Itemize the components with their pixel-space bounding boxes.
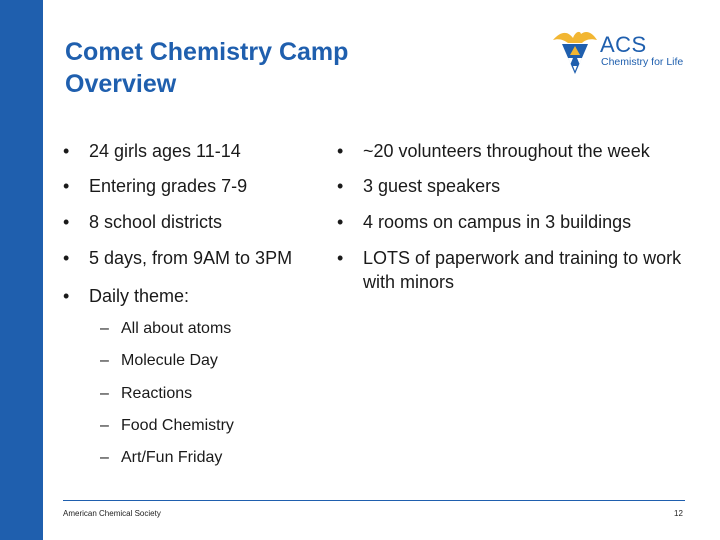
bullet-text: LOTS of paperwork and training to work xyxy=(363,248,682,268)
title-line-1: Comet Chemistry Camp xyxy=(65,38,349,66)
theme-text: Molecule Day xyxy=(121,352,218,369)
bullet-marker: • xyxy=(63,176,70,196)
page-number: 12 xyxy=(674,509,683,518)
logo-acs-text: ACS xyxy=(600,32,647,57)
bullet-text: ~20 volunteers throughout the week xyxy=(363,141,650,161)
bullet-marker: • xyxy=(63,286,70,306)
bullet-text: 3 guest speakers xyxy=(363,176,501,196)
bullet-text: 24 girls ages 11-14 xyxy=(89,141,241,161)
dash-marker: – xyxy=(100,320,109,337)
footer-divider xyxy=(63,500,685,501)
theme-text: Art/Fun Friday xyxy=(121,449,223,466)
theme-text: Food Chemistry xyxy=(121,417,234,434)
bullet-text: 5 days, from 9AM to 3PM xyxy=(89,248,293,268)
bullet-text-continued: with minors xyxy=(363,272,455,292)
bullet-marker: • xyxy=(337,212,344,232)
dash-marker: – xyxy=(100,385,109,402)
bullet-marker: • xyxy=(63,141,70,161)
bullet-marker: • xyxy=(337,248,344,268)
side-accent-bar xyxy=(0,0,43,540)
theme-text: Reactions xyxy=(121,385,193,402)
bullet-marker: • xyxy=(337,176,344,196)
theme-text: All about atoms xyxy=(121,320,232,337)
bullet-text: Entering grades 7-9 xyxy=(89,176,248,196)
footer-organization: American Chemical Society xyxy=(63,509,161,518)
acs-logo xyxy=(552,28,692,80)
bullet-marker: • xyxy=(63,212,70,232)
dash-marker: – xyxy=(100,352,109,369)
acs-eagle-shield-icon xyxy=(552,28,598,80)
bullet-marker: • xyxy=(337,141,344,161)
bullet-text: 4 rooms on campus in 3 buildings xyxy=(363,212,632,232)
bullet-text: 8 school districts xyxy=(89,212,223,232)
bullet-marker: • xyxy=(63,248,70,268)
slide-title xyxy=(65,36,348,100)
dash-marker: – xyxy=(100,417,109,434)
title-line-2: Overview xyxy=(65,70,177,98)
bullet-text: Daily theme: xyxy=(89,286,190,306)
dash-marker: – xyxy=(100,449,109,466)
logo-tagline: Chemistry for Life xyxy=(601,56,684,68)
